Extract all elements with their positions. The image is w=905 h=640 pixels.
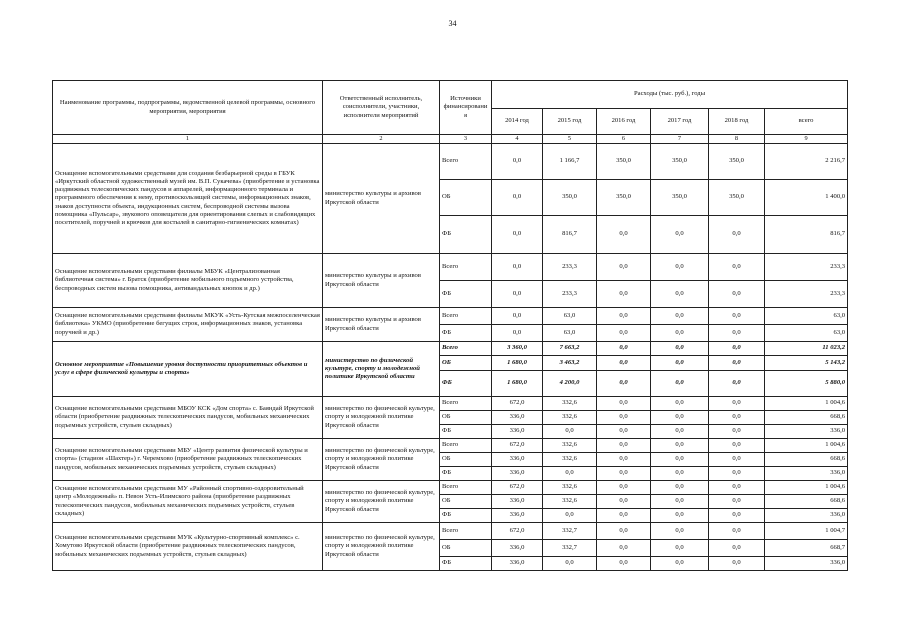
measure-name: Оснащение вспомогательными средствами МУК «Культурно-спортивный комплекс» с. Хомутово Иркутской области (приобретение раздвижных телескопических пандусов, мобильных механических подъемных устройств, стульев складных) bbox=[53, 523, 323, 571]
year-value: 0,0 bbox=[651, 356, 709, 371]
total-value: 63,0 bbox=[765, 308, 848, 325]
year-value: 0,0 bbox=[651, 439, 709, 453]
year-value: 0,0 bbox=[709, 308, 765, 325]
funding-source: ФБ bbox=[440, 216, 492, 254]
year-value: 0,0 bbox=[651, 371, 709, 397]
year-value: 0,0 bbox=[651, 495, 709, 509]
budget-table bbox=[52, 80, 848, 571]
year-value: 336,0 bbox=[492, 411, 543, 425]
total-value: 1 004,6 bbox=[765, 439, 848, 453]
year-value: 332,6 bbox=[543, 495, 597, 509]
year-value: 0,0 bbox=[709, 557, 765, 571]
year-value: 0,0 bbox=[597, 371, 651, 397]
year-value: 0,0 bbox=[597, 453, 651, 467]
year-value: 0,0 bbox=[597, 495, 651, 509]
total-value: 1 004,6 bbox=[765, 397, 848, 411]
total-value: 11 023,2 bbox=[765, 342, 848, 356]
year-value: 0,0 bbox=[651, 453, 709, 467]
year-value: 0,0 bbox=[709, 397, 765, 411]
year-value: 350,0 bbox=[651, 180, 709, 216]
column-index: 5 bbox=[543, 135, 597, 144]
year-value: 0,0 bbox=[597, 281, 651, 308]
year-value: 0,0 bbox=[709, 356, 765, 371]
year-value: 332,6 bbox=[543, 439, 597, 453]
funding-source: ОБ bbox=[440, 453, 492, 467]
total-value: 63,0 bbox=[765, 325, 848, 342]
year-value: 0,0 bbox=[709, 411, 765, 425]
year-value: 0,0 bbox=[597, 557, 651, 571]
funding-source: Всего bbox=[440, 308, 492, 325]
year-value: 332,6 bbox=[543, 411, 597, 425]
funding-source: ФБ bbox=[440, 325, 492, 342]
year-value: 0,0 bbox=[492, 180, 543, 216]
year-value: 336,0 bbox=[492, 425, 543, 439]
funding-source: Всего bbox=[440, 481, 492, 495]
executor-cell: министерство по физической культуре, спорту и молодежной политике Иркутской области bbox=[323, 397, 440, 439]
year-value: 332,7 bbox=[543, 540, 597, 557]
year-value: 0,0 bbox=[597, 540, 651, 557]
total-value: 1 400,0 bbox=[765, 180, 848, 216]
table-row bbox=[53, 397, 848, 411]
table-row bbox=[53, 342, 848, 356]
measure-name: Оснащение вспомогательными средствами МБУ «Центр развития физической культуры и спорта» (стадион «Шахтер») г. Черемхово (приобретение раздвижных телескопических пандусов, мобильных механических подъемных устройств, стульев складных) bbox=[53, 439, 323, 481]
year-value: 0,0 bbox=[597, 254, 651, 281]
executor-cell: министерство по физической культуре, спорту и молодежной политике Иркутской области bbox=[323, 439, 440, 481]
year-value: 0,0 bbox=[492, 281, 543, 308]
year-value: 0,0 bbox=[651, 411, 709, 425]
year-value: 0,0 bbox=[651, 397, 709, 411]
year-value: 3 360,0 bbox=[492, 342, 543, 356]
year-value: 0,0 bbox=[543, 557, 597, 571]
year-value: 672,0 bbox=[492, 523, 543, 540]
year-value: 1 680,0 bbox=[492, 356, 543, 371]
year-value: 336,0 bbox=[492, 557, 543, 571]
year-value: 233,3 bbox=[543, 281, 597, 308]
measure-name: Оснащение вспомогательными средствами МБОУ КСК «Дом спорта» с. Баяндай Иркутской области (приобретение раздвижных телескопических пандусов, мобильных механических подъемных устройств, стульев складных) bbox=[53, 397, 323, 439]
header-year: 2014 год bbox=[492, 109, 543, 135]
year-value: 7 663,2 bbox=[543, 342, 597, 356]
year-value: 0,0 bbox=[492, 216, 543, 254]
year-value: 0,0 bbox=[597, 342, 651, 356]
funding-source: Всего bbox=[440, 439, 492, 453]
table-row bbox=[53, 481, 848, 495]
year-value: 0,0 bbox=[709, 216, 765, 254]
total-value: 336,0 bbox=[765, 425, 848, 439]
year-value: 0,0 bbox=[709, 481, 765, 495]
funding-source: ОБ bbox=[440, 495, 492, 509]
year-value: 3 463,2 bbox=[543, 356, 597, 371]
column-index: 8 bbox=[709, 135, 765, 144]
measure-name: Оснащение вспомогательными средствами филиалы МБУК «Централизованная библиотечная система» г. Братск (приобретение мобильного подъемного устройства, беспроводных систем вызова помощника, антивандальных кнопок и др.) bbox=[53, 254, 323, 308]
year-value: 0,0 bbox=[492, 308, 543, 325]
year-value: 0,0 bbox=[651, 216, 709, 254]
year-value: 816,7 bbox=[543, 216, 597, 254]
year-value: 350,0 bbox=[597, 144, 651, 180]
header-program: Наименование программы, подпрограммы, ведомственной целевой программы, основного мероприятия, мероприятия bbox=[53, 81, 323, 135]
year-value: 0,0 bbox=[709, 439, 765, 453]
year-value: 0,0 bbox=[597, 356, 651, 371]
funding-source: ОБ bbox=[440, 356, 492, 371]
funding-source: Всего bbox=[440, 342, 492, 356]
column-index: 3 bbox=[440, 135, 492, 144]
year-value: 0,0 bbox=[651, 342, 709, 356]
year-value: 350,0 bbox=[709, 144, 765, 180]
year-value: 0,0 bbox=[597, 308, 651, 325]
total-value: 336,0 bbox=[765, 509, 848, 523]
header-year: 2018 год bbox=[709, 109, 765, 135]
year-value: 0,0 bbox=[597, 439, 651, 453]
funding-source: ОБ bbox=[440, 180, 492, 216]
year-value: 332,6 bbox=[543, 481, 597, 495]
header-total: всего bbox=[765, 109, 848, 135]
year-value: 0,0 bbox=[597, 523, 651, 540]
year-value: 1 680,0 bbox=[492, 371, 543, 397]
funding-source: ФБ bbox=[440, 509, 492, 523]
total-value: 668,6 bbox=[765, 411, 848, 425]
year-value: 336,0 bbox=[492, 540, 543, 557]
year-value: 336,0 bbox=[492, 509, 543, 523]
year-value: 0,0 bbox=[651, 523, 709, 540]
executor-cell: министерство по физической культуре, спорту и молодежной политике Иркутской области bbox=[323, 481, 440, 523]
table-row bbox=[53, 439, 848, 453]
column-index: 7 bbox=[651, 135, 709, 144]
year-value: 0,0 bbox=[597, 411, 651, 425]
year-value: 1 166,7 bbox=[543, 144, 597, 180]
measure-name: Оснащение вспомогательными средствами МУ «Районный спортивно-оздоровительный центр «Молодежный» п. Невон Усть-Илимского района (приобретение раздвижных телескопических пандусов, мобильных механических подъемных устройств, стульев складных) bbox=[53, 481, 323, 523]
year-value: 0,0 bbox=[651, 325, 709, 342]
column-index-row bbox=[53, 135, 848, 144]
funding-source: ФБ bbox=[440, 557, 492, 571]
executor-cell: министерство культуры и архивов Иркутской области bbox=[323, 254, 440, 308]
funding-source: Всего bbox=[440, 254, 492, 281]
year-value: 0,0 bbox=[709, 254, 765, 281]
year-value: 0,0 bbox=[651, 281, 709, 308]
year-value: 0,0 bbox=[709, 425, 765, 439]
year-value: 0,0 bbox=[651, 308, 709, 325]
header-executor: Ответственный исполнитель, соисполнители, участники, исполнители мероприятий bbox=[323, 81, 440, 135]
year-value: 0,0 bbox=[492, 254, 543, 281]
executor-cell: министерство по физической культуре, спорту и молодежной политике Иркутской области bbox=[323, 523, 440, 571]
table-row bbox=[53, 254, 848, 281]
table-row bbox=[53, 308, 848, 325]
measure-name: Оснащение вспомогательными средствами для создания безбарьерной среды в ГБУК «Иркутский областной художественный музей им. В.П. Сукачева» (приобретение и установка раздвижных телескопических пандусов и аппарелей, информационного терминала и программного обеспечения к нему, противоскользящей системы, информационных знаков, знаков доступности объекта, индукционных систем, беспроводной системы вызова помощника «Пульсар», звукового оповещателя для ориентирования слепых и слабовидящих посетителей, поручней и крючков для костылей в санитарно-гигиенических комнатах) bbox=[53, 144, 323, 254]
year-value: 0,0 bbox=[597, 216, 651, 254]
year-value: 336,0 bbox=[492, 495, 543, 509]
year-value: 0,0 bbox=[709, 325, 765, 342]
total-value: 1 004,6 bbox=[765, 481, 848, 495]
funding-source: ОБ bbox=[440, 540, 492, 557]
total-value: 1 004,7 bbox=[765, 523, 848, 540]
year-value: 0,0 bbox=[709, 281, 765, 308]
year-value: 0,0 bbox=[651, 425, 709, 439]
year-value: 0,0 bbox=[709, 467, 765, 481]
year-value: 672,0 bbox=[492, 439, 543, 453]
year-value: 0,0 bbox=[543, 509, 597, 523]
executor-cell: министерство культуры и архивов Иркутской области bbox=[323, 308, 440, 342]
total-value: 336,0 bbox=[765, 467, 848, 481]
year-value: 336,0 bbox=[492, 467, 543, 481]
year-value: 0,0 bbox=[492, 325, 543, 342]
funding-source: ФБ bbox=[440, 467, 492, 481]
header-year: 2015 год bbox=[543, 109, 597, 135]
year-value: 350,0 bbox=[543, 180, 597, 216]
total-value: 2 216,7 bbox=[765, 144, 848, 180]
year-value: 0,0 bbox=[709, 371, 765, 397]
column-index: 2 bbox=[323, 135, 440, 144]
year-value: 233,3 bbox=[543, 254, 597, 281]
measure-name: Основное мероприятие «Повышение уровня доступности приоритетных объектов и услуг в сфере физической культуры и спорта» bbox=[53, 342, 323, 397]
year-value: 0,0 bbox=[492, 144, 543, 180]
total-value: 668,6 bbox=[765, 495, 848, 509]
column-index: 1 bbox=[53, 135, 323, 144]
total-value: 336,0 bbox=[765, 557, 848, 571]
year-value: 350,0 bbox=[597, 180, 651, 216]
header-year: 2016 год bbox=[597, 109, 651, 135]
funding-source: ОБ bbox=[440, 411, 492, 425]
year-value: 672,0 bbox=[492, 397, 543, 411]
year-value: 0,0 bbox=[597, 467, 651, 481]
total-value: 5 880,0 bbox=[765, 371, 848, 397]
total-value: 816,7 bbox=[765, 216, 848, 254]
table-body bbox=[53, 144, 848, 571]
year-value: 0,0 bbox=[709, 453, 765, 467]
executor-cell: министерство культуры и архивов Иркутской области bbox=[323, 144, 440, 254]
funding-source: ФБ bbox=[440, 425, 492, 439]
year-value: 63,0 bbox=[543, 325, 597, 342]
year-value: 0,0 bbox=[651, 254, 709, 281]
year-value: 336,0 bbox=[492, 453, 543, 467]
year-value: 0,0 bbox=[597, 509, 651, 523]
total-value: 5 143,2 bbox=[765, 356, 848, 371]
year-value: 350,0 bbox=[709, 180, 765, 216]
column-index: 6 bbox=[597, 135, 651, 144]
year-value: 0,0 bbox=[651, 467, 709, 481]
funding-source: ФБ bbox=[440, 371, 492, 397]
total-value: 233,3 bbox=[765, 254, 848, 281]
year-value: 672,0 bbox=[492, 481, 543, 495]
year-value: 0,0 bbox=[709, 495, 765, 509]
funding-source: Всего bbox=[440, 523, 492, 540]
year-value: 0,0 bbox=[543, 425, 597, 439]
year-value: 0,0 bbox=[709, 509, 765, 523]
year-value: 332,7 bbox=[543, 523, 597, 540]
total-value: 668,6 bbox=[765, 453, 848, 467]
table-row bbox=[53, 144, 848, 180]
executor-cell: министерство по физической культуре, спорту и молодежной политике Иркутской области bbox=[323, 342, 440, 397]
total-value: 668,7 bbox=[765, 540, 848, 557]
year-value: 0,0 bbox=[651, 557, 709, 571]
year-value: 0,0 bbox=[651, 540, 709, 557]
column-index: 9 bbox=[765, 135, 848, 144]
year-value: 0,0 bbox=[597, 481, 651, 495]
funding-source: ФБ bbox=[440, 281, 492, 308]
year-value: 350,0 bbox=[651, 144, 709, 180]
table-row bbox=[53, 523, 848, 540]
year-value: 332,6 bbox=[543, 397, 597, 411]
year-value: 0,0 bbox=[597, 397, 651, 411]
year-value: 0,0 bbox=[709, 523, 765, 540]
page-number: 34 bbox=[448, 19, 457, 28]
year-value: 63,0 bbox=[543, 308, 597, 325]
year-value: 0,0 bbox=[651, 509, 709, 523]
total-value: 233,3 bbox=[765, 281, 848, 308]
header-sources: Источники финансировани я bbox=[440, 81, 492, 135]
year-value: 0,0 bbox=[651, 481, 709, 495]
funding-source: Всего bbox=[440, 144, 492, 180]
year-value: 332,6 bbox=[543, 453, 597, 467]
year-value: 0,0 bbox=[597, 425, 651, 439]
header-year: 2017 год bbox=[651, 109, 709, 135]
year-value: 0,0 bbox=[543, 467, 597, 481]
year-value: 0,0 bbox=[597, 325, 651, 342]
funding-source: Всего bbox=[440, 397, 492, 411]
year-value: 4 200,0 bbox=[543, 371, 597, 397]
measure-name: Оснащение вспомогательными средствами филиалы МКУК «Усть-Кутская межпоселенческая библиотека» УКМО (приобретение бегущих строк, информационных знаков, установка поручней и др.) bbox=[53, 308, 323, 342]
header-expenses: Расходы (тыс. руб.), годы bbox=[492, 81, 848, 109]
year-value: 0,0 bbox=[709, 540, 765, 557]
year-value: 0,0 bbox=[709, 342, 765, 356]
column-index: 4 bbox=[492, 135, 543, 144]
